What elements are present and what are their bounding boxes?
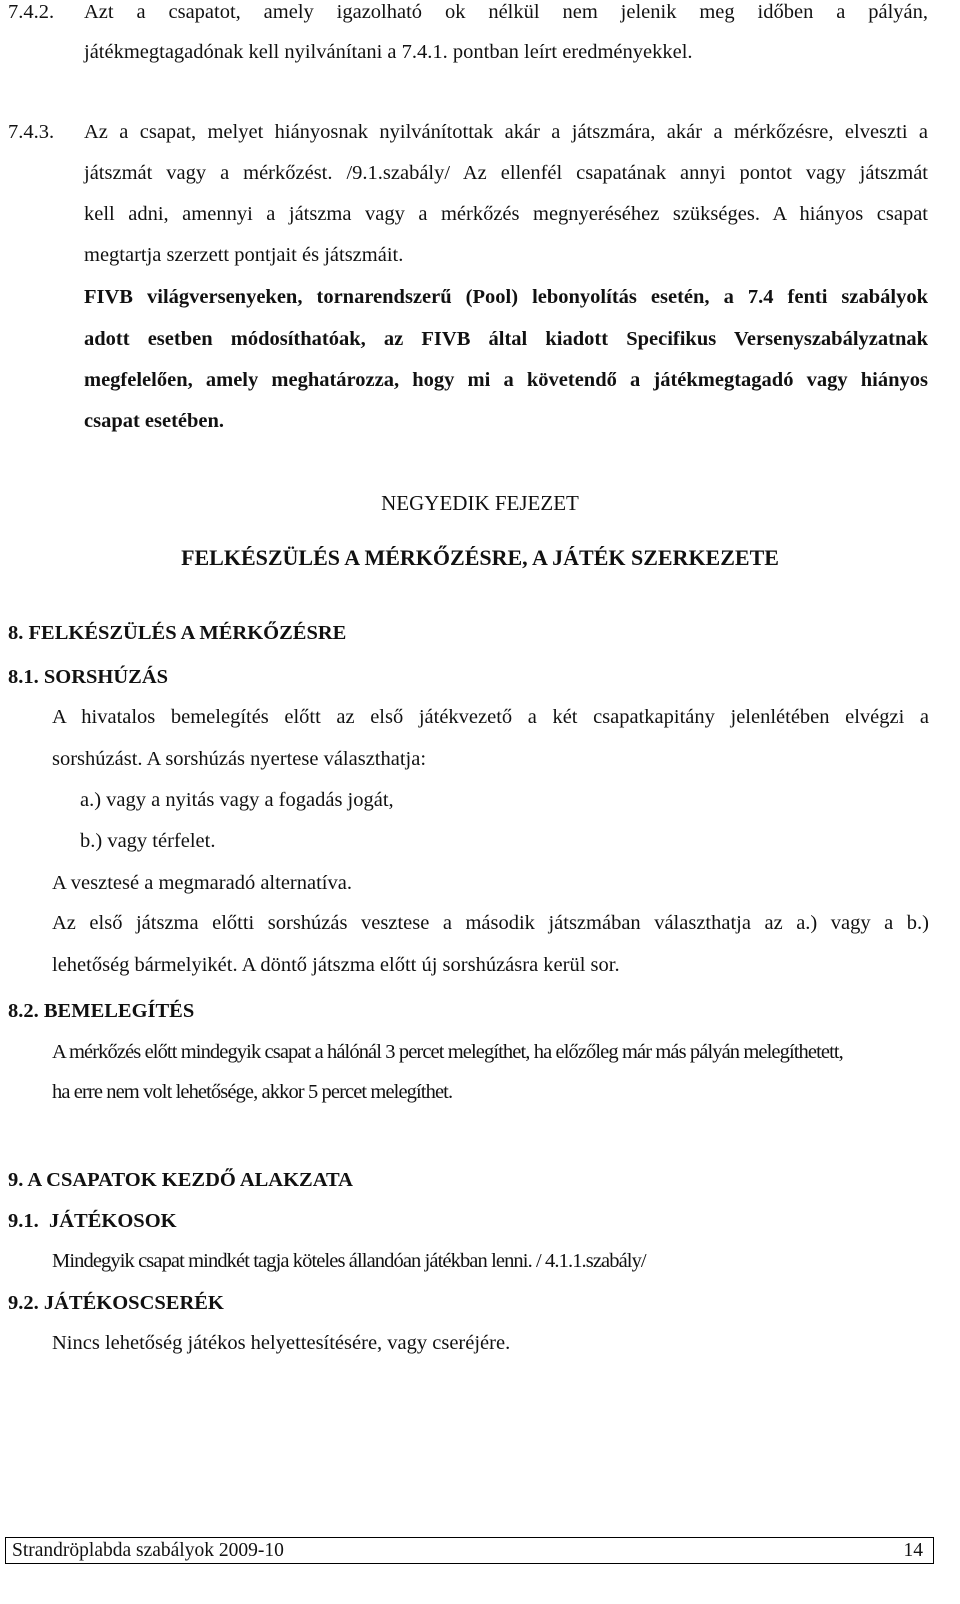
section-82-line-2: ha erre nem volt lehetősége, akkor 5 percet melegíthet. bbox=[52, 1081, 453, 1103]
section-91-line-1: Mindegyik csapat mindkét tagja köteles állandóan játékban lenni. / 4.1.1.szabály/ bbox=[52, 1250, 646, 1272]
rule-743-line-1: Az a csapat, melyet hiányosnak nyilvánítottak akár a játszmára, akár a mérkőzésre, elveszti a bbox=[84, 121, 928, 143]
section-91-heading: 9.1. JÁTÉKOSOK bbox=[8, 1210, 177, 1232]
section-81-option-a: a.) vagy a nyitás vagy a fogadás jogát, bbox=[80, 789, 394, 811]
section-82-line-1: A mérkőzés előtt mindegyik csapat a hálónál 3 percet melegíthet, ha előzőleg már más pályán melegíthetett, bbox=[52, 1041, 843, 1063]
section-81-line-2: sorshúzást. A sorshúzás nyertese választhatja: bbox=[52, 748, 427, 770]
rule-742-line-2: játékmegtagadónak kell nyilvánítani a 7.4.1. pontban leírt eredményekkel. bbox=[84, 41, 693, 63]
rule-742-line-1: Azt a csapatot, amely igazolható ok nélkül nem jelenik meg időben a pályán, bbox=[84, 1, 928, 23]
rule-number-743: 7.4.3. bbox=[8, 121, 55, 143]
rule-743-line-4: megtartja szerzett pontjait és játszmáit. bbox=[84, 244, 404, 266]
section-92-line-1: Nincs lehetőség játékos helyettesítésére, vagy cseréjére. bbox=[52, 1332, 511, 1354]
section-92-heading: 9.2. JÁTÉKOSCSERÉK bbox=[8, 1292, 224, 1314]
rule-743-line-2: játszmát vagy a mérkőzést. /9.1.szabály/ Az ellenfél csapatának annyi pontot vagy játszmát bbox=[84, 162, 928, 184]
section-81-option-b: b.) vagy térfelet. bbox=[80, 830, 216, 852]
page-footer bbox=[5, 1537, 934, 1564]
chapter-title: NEGYEDIK FEJEZET bbox=[381, 491, 579, 515]
rule-743-line-3: kell adni, amennyi a játszma vagy a mérkőzés megnyeréséhez szükséges. A hiányos csapat bbox=[84, 203, 928, 225]
rule-number-742: 7.4.2. bbox=[8, 1, 55, 23]
fivb-note-line-3: megfelelően, amely meghatározza, hogy mi a követendő a játékmegtagadó vagy hiányos bbox=[84, 369, 928, 391]
fivb-note-line-2: adott esetben módosíthatóak, az FIVB által kiadott Specifikus Versenyszabályzatnak bbox=[84, 328, 928, 350]
section-8-heading: 8. FELKÉSZÜLÉS A MÉRKŐZÉSRE bbox=[8, 622, 347, 644]
section-81-loser-line: A vesztesé a megmaradó alternatíva. bbox=[52, 872, 352, 894]
section-81-heading: 8.1. SORSHÚZÁS bbox=[8, 666, 169, 688]
fivb-note-line-1: FIVB világversenyeken, tornarendszerű (Pool) lebonyolítás esetén, a 7.4 fenti szabályok bbox=[84, 286, 928, 308]
section-81-line-3: Az első játszma előtti sorshúzás vesztese a második játszmában választhatja az a.) vagy a b.) bbox=[52, 912, 929, 934]
section-82-heading: 8.2. BEMELEGÍTÉS bbox=[8, 1000, 195, 1022]
section-81-line-4: lehetőség bármelyikét. A döntő játszma előtt új sorshúzásra kerül sor. bbox=[52, 954, 620, 976]
section-9-heading: 9. A CSAPATOK KEZDŐ ALAKZATA bbox=[8, 1169, 353, 1191]
section-81-line-1: A hivatalos bemelegítés előtt az első játékvezető a két csapatkapitány jelenlétében elvégzi a bbox=[52, 706, 929, 728]
fivb-note-line-4: csapat esetében. bbox=[84, 410, 225, 432]
footer-page-number: 14 bbox=[903, 1540, 923, 1561]
chapter-subtitle: FELKÉSZÜLÉS A MÉRKŐZÉSRE, A JÁTÉK SZERKEZETE bbox=[181, 545, 779, 570]
footer-document-title: Strandröplabda szabályok 2009-10 bbox=[12, 1540, 284, 1561]
